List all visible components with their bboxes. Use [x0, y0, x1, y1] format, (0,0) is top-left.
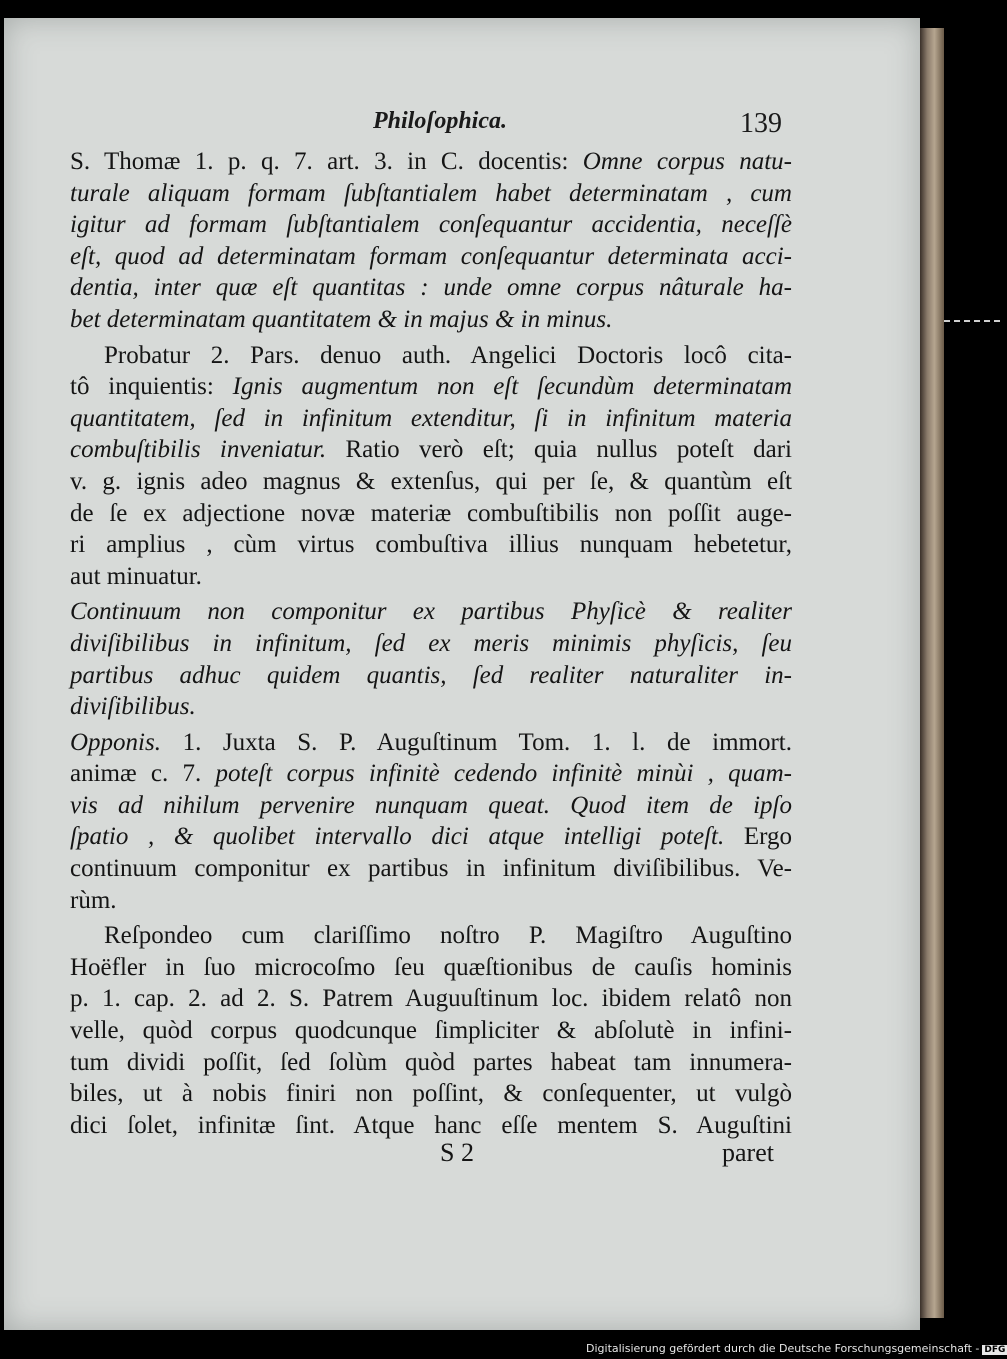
- text-line: [70, 304, 792, 336]
- text-segment: animæ c. 7.: [70, 760, 216, 788]
- text-segment: diviſibilibus in infinitum, ſed ex meris minimis phyſicis, ſeu: [70, 629, 792, 657]
- text-line: [70, 498, 792, 530]
- text-segment: Probatur 2. Pars. denuo auth. Angelici Doctoris locô cita-: [104, 341, 792, 369]
- text-segment: eſt, quod ad determinatam formam conſequantur determinata acci-: [70, 242, 792, 270]
- text-segment: ſpatio , & quolibet intervallo dici atque intelligi poteſt.: [70, 823, 725, 851]
- signature-mark: S 2: [440, 1138, 474, 1167]
- text-segment: S. Thomæ 1. p. q. 7. art. 3. in C. docentis:: [70, 148, 583, 175]
- text-line: [70, 1078, 792, 1110]
- text-segment: Hoëfler in ſuo microcoſmo ſeu quæſtionibus de cauſis hominis: [70, 953, 792, 981]
- text-line: [70, 853, 792, 885]
- text-line: [70, 340, 792, 372]
- page-header: [68, 108, 790, 138]
- text-segment: Omne corpus natu-: [582, 148, 792, 175]
- text-line: [70, 691, 792, 723]
- text-line: [70, 885, 792, 917]
- text-line: [70, 241, 792, 273]
- text-line: [70, 371, 792, 403]
- credit-text: Digitalisierung gefördert durch die Deutsche Forschungsgemeinschaft -: [586, 1342, 980, 1355]
- paragraph: [70, 146, 792, 336]
- text-line: [70, 209, 792, 241]
- text-segment: Continuum non componitur ex partibus Phyſicè & realiter: [70, 598, 792, 626]
- page-number: 139: [740, 108, 782, 139]
- catchword: paret: [722, 1138, 774, 1167]
- text-segment: 1. Juxta S. P. Auguſtinum Tom. 1. l. de immort.: [182, 728, 792, 756]
- text-segment: v. g. ignis adeo magnus & extenſus, qui per ſe, & quantùm eſt: [70, 467, 792, 495]
- text-segment: rùm.: [70, 886, 117, 914]
- text-segment: velle, quòd corpus quodcunque ſimpliciter & abſolutè in infini-: [70, 1017, 792, 1045]
- text-segment: vis ad nihilum pervenire nunquam queat. Quod item de ipſo: [70, 791, 792, 819]
- text-line: [70, 790, 792, 822]
- text-line: [70, 1110, 792, 1142]
- text-segment: igitur ad formam ſubſtantialem conſequantur accidentia, neceſſè: [70, 211, 792, 239]
- text-segment: combuſtibilis inveniatur.: [70, 436, 327, 464]
- text-line: [70, 821, 792, 853]
- text-segment: de ſe ex adjectione novæ materiæ combuſtibilis non poſſit auge-: [70, 499, 792, 527]
- text-line: [70, 920, 792, 952]
- text-line: [70, 146, 792, 178]
- text-line: [70, 434, 792, 466]
- text-segment: dici ſolet, infinitæ ſint. Atque hanc eſſe mentem S. Auguſtini: [70, 1111, 792, 1139]
- text-segment: Ratio verò eſt; quia nullus poteſt dari: [326, 436, 793, 464]
- text-segment: ri amplius , cùm virtus combuſtiva illius nunquam hebetetur,: [70, 531, 792, 559]
- paragraph: [70, 596, 792, 722]
- text-line: [70, 596, 792, 628]
- text-segment: Ignis augmentum non eſt ſecundùm determinatam: [232, 373, 792, 401]
- text-segment: Reſpondeo cum clariſſimo noſtro P. Magiſtro Auguſtino: [104, 922, 792, 950]
- text-line: [70, 529, 792, 561]
- text-line: [70, 983, 792, 1015]
- text-line: [70, 272, 792, 304]
- running-head: Philoſophica.: [373, 108, 508, 134]
- text-segment: aut minuatur.: [70, 562, 202, 590]
- text-line: [70, 561, 792, 593]
- text-line: [70, 1015, 792, 1047]
- text-segment: p. 1. cap. 2. ad 2. S. Patrem Auguuſtinum loc. ibidem relatô non: [70, 985, 792, 1013]
- text-line: [70, 178, 792, 210]
- text-segment: partibus adhuc quidem quantis, ſed realiter naturaliter in-: [70, 661, 792, 689]
- text-segment: continuum componitur ex partibus in infinitum diviſibilibus. Ve-: [70, 855, 792, 883]
- text-line: [70, 758, 792, 790]
- digitization-credit: [586, 1342, 1007, 1355]
- paragraph: [70, 340, 792, 593]
- text-segment: quantitatem, ſed in infinitum extenditur, ſi in infinitum materia: [70, 404, 792, 432]
- text-line: [70, 727, 792, 759]
- text-line: [70, 403, 792, 435]
- text-line: [70, 1047, 792, 1079]
- body-text: [70, 146, 792, 1141]
- text-segment: tum dividi poſſit, ſed ſolùm quòd partes habeat tam innumera-: [70, 1048, 792, 1076]
- text-segment: poteſt corpus infinitè cedendo infinitè minùi , quam-: [215, 760, 792, 788]
- text-line: [70, 952, 792, 984]
- text-segment: Ergo: [724, 823, 792, 851]
- page-edge: [920, 28, 944, 1318]
- margin-marker: [944, 320, 1000, 324]
- text-segment: biles, ut à nobis finiri non poſſint, & conſequenter, ut vulgò: [70, 1080, 792, 1108]
- text-segment: dentia, inter quæ eſt quantitas : unde omne corpus nâturale ha-: [70, 274, 792, 302]
- text-line: [70, 466, 792, 498]
- text-line: [70, 628, 792, 660]
- paragraph: [70, 920, 792, 1141]
- text-segment: turale aliquam formam ſubſtantialem habet determinatam , cum: [70, 179, 792, 207]
- text-segment: tô inquientis:: [70, 373, 233, 401]
- dfg-logo-icon: DFG: [984, 1345, 1006, 1355]
- paragraph: [70, 727, 792, 917]
- text-segment: Opponis.: [70, 728, 183, 756]
- text-segment: bet determinatam quantitatem & in majus & in minus.: [70, 305, 613, 333]
- text-segment: diviſibilibus.: [70, 693, 196, 721]
- text-line: [70, 660, 792, 692]
